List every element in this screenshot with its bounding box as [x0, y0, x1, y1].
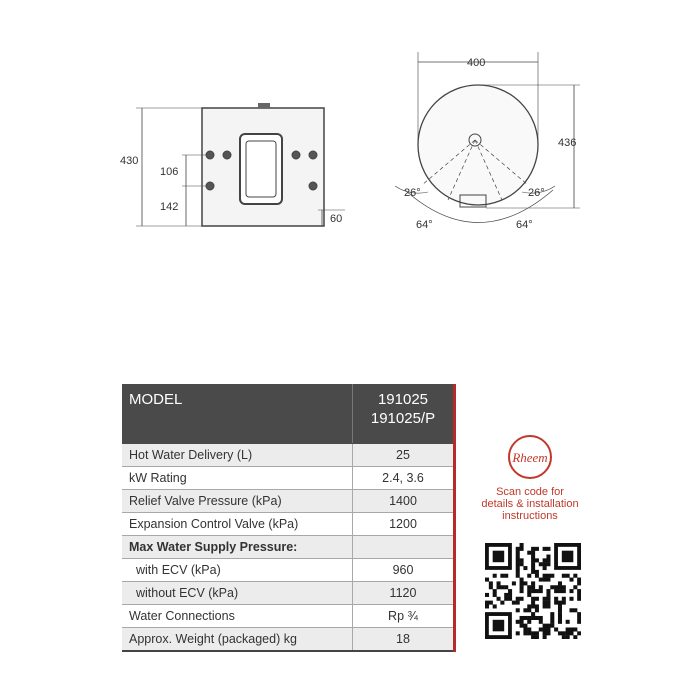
- table-row: [122, 467, 455, 490]
- row-value: Rp ¾: [353, 605, 455, 628]
- technical-drawing: [0, 0, 700, 320]
- model-2: 191025/P: [370, 410, 436, 427]
- row-label: Expansion Control Valve (kPa): [122, 513, 353, 536]
- row-label: Max Water Supply Pressure:: [122, 536, 353, 559]
- row-value: 18: [353, 628, 455, 652]
- dim-400: 400: [467, 57, 486, 69]
- dim-430: 430: [120, 155, 139, 167]
- row-label: Hot Water Delivery (L): [122, 444, 353, 467]
- row-label: kW Rating: [122, 467, 353, 490]
- row-value: 960: [353, 559, 455, 582]
- dim-142: 142: [160, 201, 179, 213]
- row-label: with ECV (kPa): [122, 559, 353, 582]
- row-value: 2.4, 3.6: [353, 467, 455, 490]
- qr-code[interactable]: [485, 543, 581, 639]
- row-value: 1200: [353, 513, 455, 536]
- row-value: [353, 536, 455, 559]
- header-models: [353, 384, 455, 444]
- svg-text:Rheem: Rheem: [512, 450, 548, 465]
- model-1: 191025: [377, 391, 429, 408]
- angle-left-inner: 26°: [404, 187, 421, 199]
- scan-instructions: Scan code for details & installation instructions: [481, 486, 579, 522]
- table-row: [122, 605, 455, 628]
- brand-block: [470, 432, 590, 522]
- dim-106: 106: [160, 166, 179, 178]
- row-label: Water Connections: [122, 605, 353, 628]
- row-label: Approx. Weight (packaged) kg: [122, 628, 353, 652]
- row-value: 1400: [353, 490, 455, 513]
- row-label: Relief Valve Pressure (kPa): [122, 490, 353, 513]
- top-view: [395, 52, 580, 223]
- table-row: [122, 536, 455, 559]
- dim-60: 60: [330, 213, 343, 225]
- header-label: MODEL: [122, 384, 353, 444]
- row-label: without ECV (kPa): [122, 582, 353, 605]
- table-row: [122, 490, 455, 513]
- spec-table: [122, 384, 456, 652]
- table-header-row: [122, 384, 455, 444]
- row-value: 25: [353, 444, 455, 467]
- table-row: [122, 628, 455, 652]
- table-row: [122, 582, 455, 605]
- angle-left-outer: 64°: [416, 219, 433, 231]
- row-value: 1120: [353, 582, 455, 605]
- angle-right-outer: 64°: [516, 219, 533, 231]
- table-row: [122, 559, 455, 582]
- table-row: [122, 513, 455, 536]
- dim-436: 436: [558, 137, 577, 149]
- table-row: [122, 444, 455, 467]
- angle-right-inner: 26°: [528, 187, 545, 199]
- rheem-logo: [505, 432, 555, 482]
